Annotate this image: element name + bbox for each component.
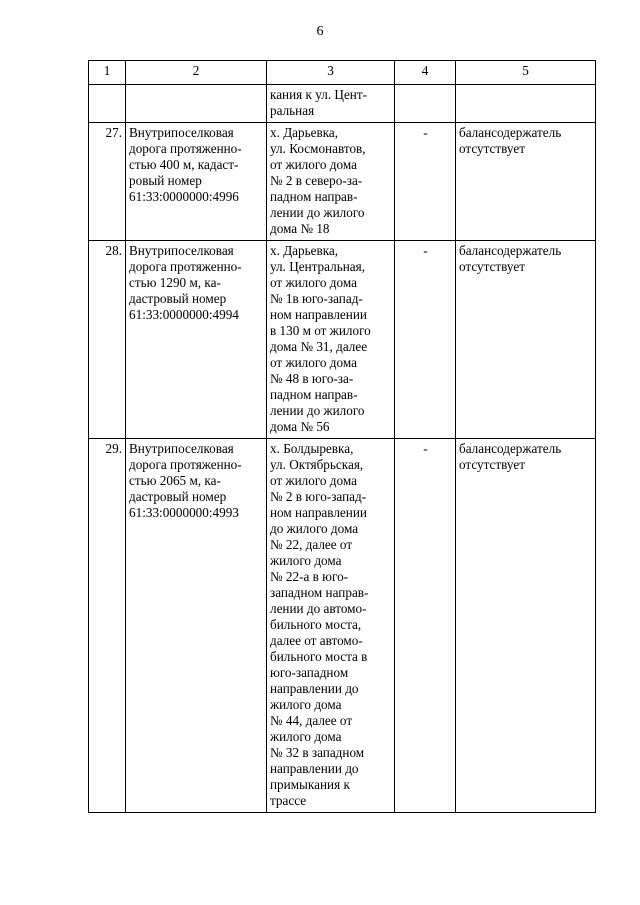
road-name: Внутрипоселковая дорога протяженно- стью 400 м, кадаст- ровый номер 61:33:0000000:4996 xyxy=(126,123,267,241)
col4-value: - xyxy=(395,439,456,813)
balance-holder xyxy=(456,85,596,123)
roads-table xyxy=(88,60,596,813)
header-col-3: 3 xyxy=(267,61,395,85)
row-number: 29. xyxy=(89,439,126,813)
road-name: Внутрипоселковая дорога протяженно- стью 2065 м, ка- дастровый номер 61:33:0000000:4993 xyxy=(126,439,267,813)
header-row xyxy=(89,61,596,85)
col4-value: - xyxy=(395,241,456,439)
row-number: 28. xyxy=(89,241,126,439)
header-col-1: 1 xyxy=(89,61,126,85)
table-row xyxy=(89,241,596,439)
row-number: 27. xyxy=(89,123,126,241)
header-col-4: 4 xyxy=(395,61,456,85)
table-row xyxy=(89,439,596,813)
table-row xyxy=(89,85,596,123)
balance-holder: балансодержатель отсутствует xyxy=(456,439,596,813)
table-row xyxy=(89,123,596,241)
col4-value: - xyxy=(395,123,456,241)
road-location: кания к ул. Цент- ральная xyxy=(267,85,395,123)
col4-value xyxy=(395,85,456,123)
balance-holder: балансодержатель отсутствует xyxy=(456,241,596,439)
header-col-5: 5 xyxy=(456,61,596,85)
header-col-2: 2 xyxy=(126,61,267,85)
road-name: Внутрипоселковая дорога протяженно- стью 1290 м, ка- дастровый номер 61:33:0000000:4994 xyxy=(126,241,267,439)
row-number xyxy=(89,85,126,123)
road-location: х. Дарьевка, ул. Центральная, от жилого дома № 1в юго-запад- ном направлении в 130 м от жилого дома № 31, далее от жилого дома № 48 в юго-за- падном направ- лении до жилого дома № 56 xyxy=(267,241,395,439)
page-number: 6 xyxy=(316,24,324,39)
road-location: х. Дарьевка, ул. Космонавтов, от жилого дома № 2 в северо-за- падном направ- лении до жилого дома № 18 xyxy=(267,123,395,241)
road-location: х. Болдыревка, ул. Октябрьская, от жилого дома № 2 в юго-запад- ном направлении до жилого дома № 22, далее от жилого дома № 22-а в юго- западном направ- лении до автомо- бильного моста, далее от автомо- бильного моста в юго-западном направлении до жилого дома № 44, далее от жилого дома № 32 в западном направлении до примыкания к трассе xyxy=(267,439,395,813)
balance-holder: балансодержатель отсутствует xyxy=(456,123,596,241)
road-name xyxy=(126,85,267,123)
